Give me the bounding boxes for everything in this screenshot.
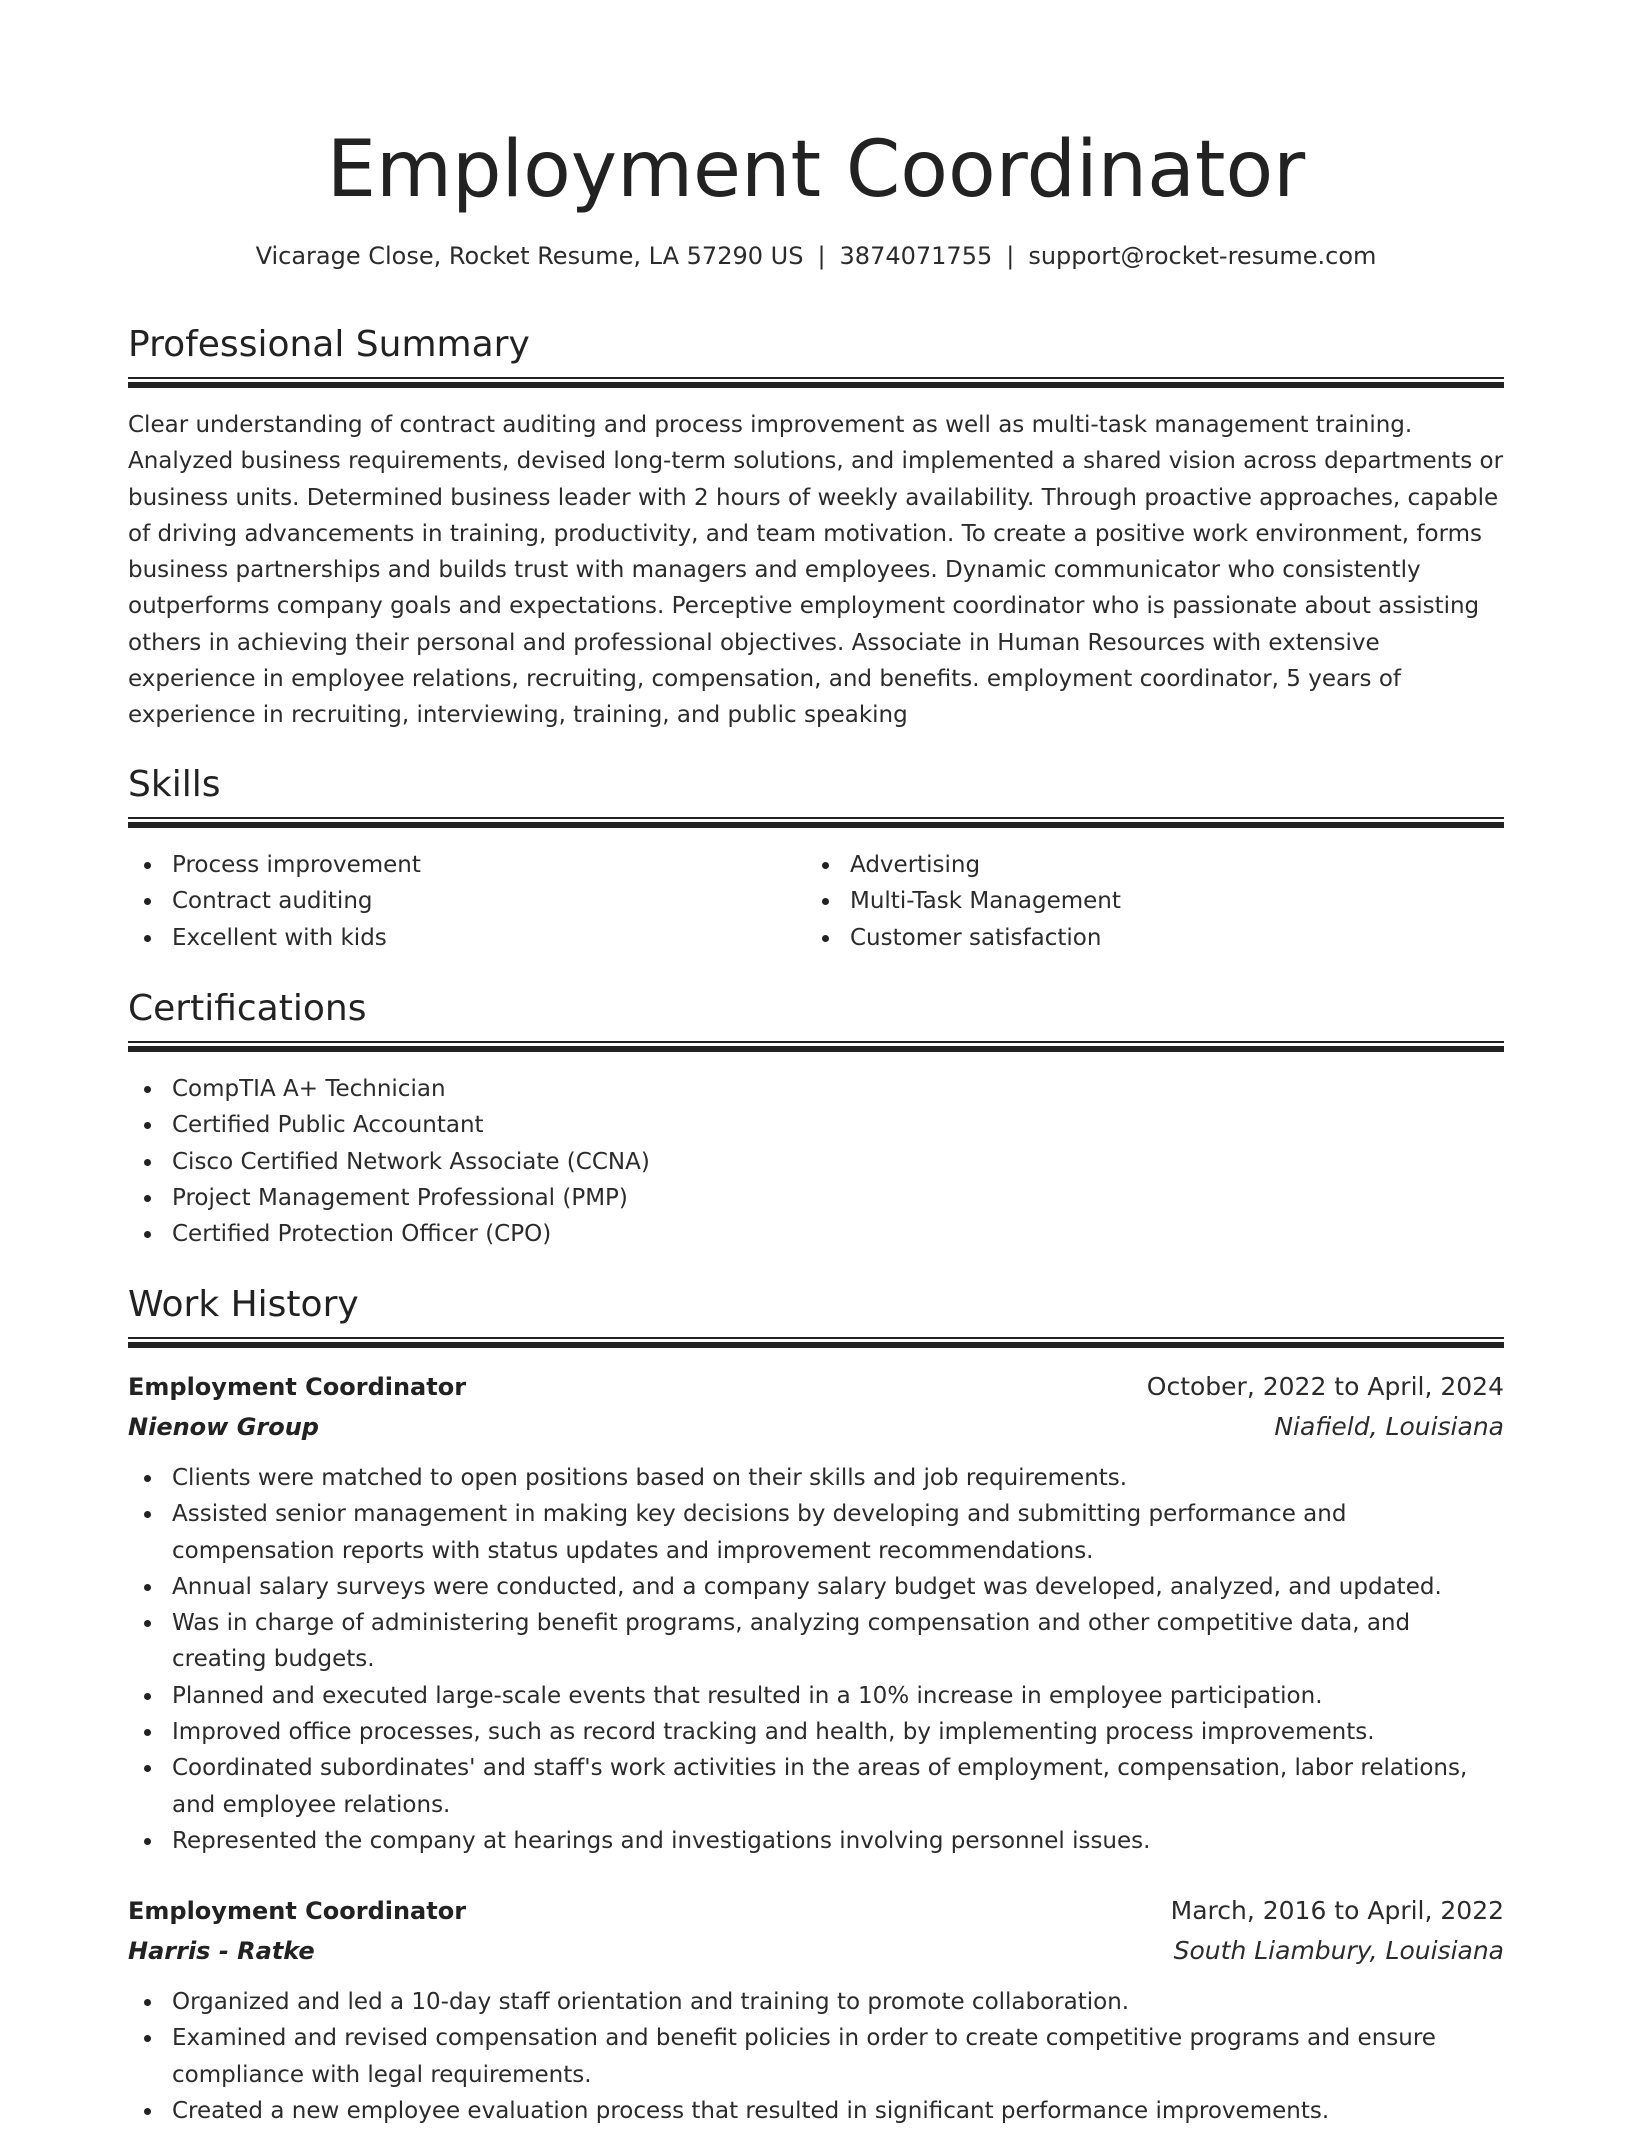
job-location: Niafield, Louisiana — [1274, 1412, 1504, 1441]
section-title-work-history: Work History — [128, 1284, 359, 1325]
job-header — [128, 1891, 1504, 1931]
job-duty: Organized and led a 10-day staff orientation and training to promote collaboration. — [128, 1984, 1504, 2020]
skill-item: Excellent with kids — [128, 920, 788, 956]
job-duties-list — [128, 1460, 1504, 1859]
section-title-skills: Skills — [128, 764, 221, 805]
job-duties-list — [128, 1984, 1504, 2129]
job-duty: Planned and executed large-scale events that resulted in a 10% increase in employee participation. — [128, 1678, 1504, 1714]
contact-separator: | — [1006, 242, 1015, 270]
job-header — [128, 1367, 1504, 1407]
skill-item: Process improvement — [128, 847, 788, 883]
skills-list-right — [806, 847, 1504, 956]
contact-line — [128, 238, 1504, 274]
certification-item: Certified Public Accountant — [128, 1107, 1504, 1143]
skills-list-left — [128, 847, 788, 956]
job-company: Harris - Ratke — [128, 1937, 315, 1965]
job-title: Employment Coordinator — [128, 1897, 467, 1925]
job-duty: Coordinated subordinates' and staff's work activities in the areas of employment, compensation, labor relations, and employee relations. — [128, 1750, 1504, 1823]
contact-email: support@rocket-resume.com — [1028, 242, 1377, 270]
job-duty: Improved office processes, such as record tracking and health, by implementing process improvements. — [128, 1714, 1504, 1750]
contact-phone: 3874071755 — [839, 242, 993, 270]
job-subheader — [128, 1407, 1504, 1447]
job-dates: October, 2022 to April, 2024 — [1146, 1372, 1504, 1401]
job-title: Employment Coordinator — [128, 1373, 467, 1401]
section-title-summary: Professional Summary — [128, 324, 530, 365]
skill-item: Contract auditing — [128, 883, 788, 919]
job-duty: Created a new employee evaluation process that resulted in significant performance improvements. — [128, 2093, 1504, 2129]
section-divider — [128, 1041, 1504, 1052]
contact-address: Vicarage Close, Rocket Resume, LA 57290 US — [255, 242, 804, 270]
job-duty: Represented the company at hearings and investigations involving personnel issues. — [128, 1823, 1504, 1859]
certification-item: CompTIA A+ Technician — [128, 1071, 1504, 1107]
certification-item: Project Management Professional (PMP) — [128, 1180, 1504, 1216]
job-location: South Liambury, Louisiana — [1173, 1936, 1504, 1965]
job-duty: Clients were matched to open positions based on their skills and job requirements. — [128, 1460, 1504, 1496]
skill-item: Customer satisfaction — [806, 920, 1504, 956]
certifications-list — [128, 1071, 1504, 1252]
job-company: Nienow Group — [128, 1413, 319, 1441]
summary-text: Clear understanding of contract auditing and process improvement as well as multi-task management training. Analyzed business requirements, devised long-term solutions, and implemented a shared vision across departments or business units. Determined business leader with 2 hours of weekly availability. Through proactive approaches, capable of driving advancements in training, productivity, and team motivation. To create a positive work environment, forms business partnerships and builds trust with managers and employees. Dynamic communicator who consistently outperforms company goals and expectations. Perceptive employment coordinator who is passionate about assisting others in achieving their personal and professional objectives. Associate in Human Resources with extensive experience in employee relations, recruiting, compensation, and benefits. employment coordinator, 5 years of experience in recruiting, interviewing, training, and public speaking — [128, 412, 1504, 729]
skill-item: Advertising — [806, 847, 1504, 883]
contact-separator: | — [817, 242, 826, 270]
skill-item: Multi-Task Management — [806, 883, 1504, 919]
candidate-name: Employment Coordinator — [326, 125, 1306, 215]
job-duty: Examined and revised compensation and benefit policies in order to create competitive programs and ensure compliance with legal requirements. — [128, 2020, 1504, 2093]
section-divider — [128, 817, 1504, 828]
job-dates: March, 2016 to April, 2022 — [1170, 1896, 1504, 1925]
job-subheader — [128, 1931, 1504, 1971]
section-title-certifications: Certifications — [128, 988, 367, 1029]
job-duty: Was in charge of administering benefit programs, analyzing compensation and other competitive data, and creating budgets. — [128, 1605, 1504, 1678]
job-duty: Annual salary surveys were conducted, and a company salary budget was developed, analyzed, and updated. — [128, 1569, 1504, 1605]
certification-item: Cisco Certified Network Associate (CCNA) — [128, 1144, 1504, 1180]
job-duty: Assisted senior management in making key decisions by developing and submitting performance and compensation reports with status updates and improvement recommendations. — [128, 1496, 1504, 1569]
section-divider — [128, 377, 1504, 388]
section-divider — [128, 1337, 1504, 1348]
certification-item: Certified Protection Officer (CPO) — [128, 1216, 1504, 1252]
